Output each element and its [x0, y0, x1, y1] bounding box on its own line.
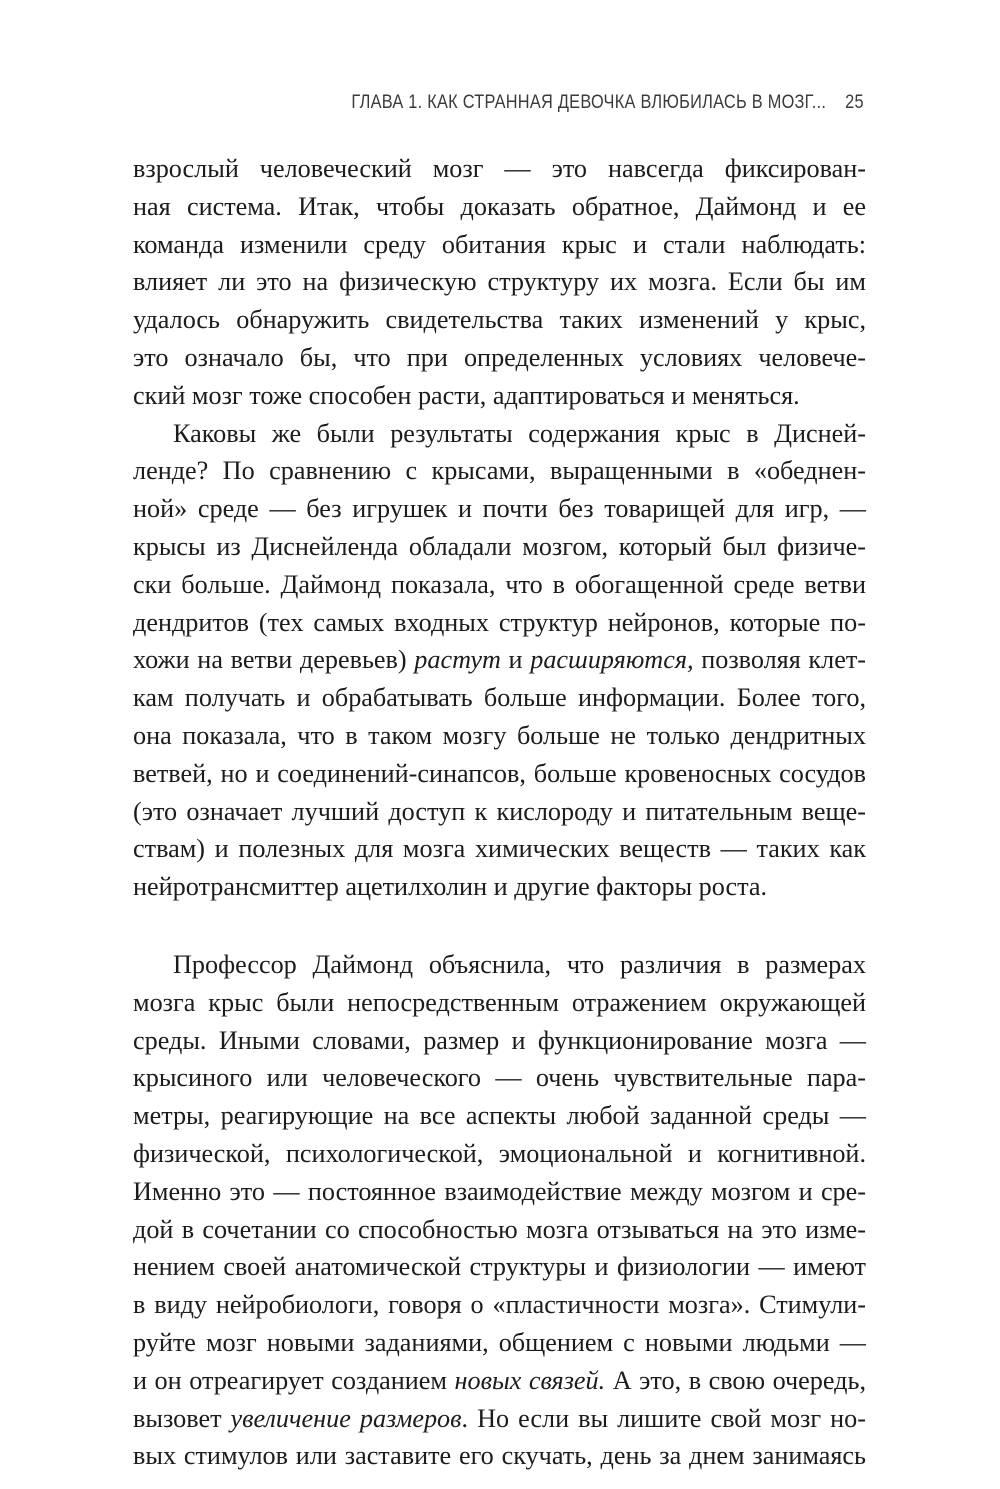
page-number: 25	[845, 92, 864, 113]
text-line: (это означает лучший доступ к кислороду и питательным веще-	[133, 796, 866, 826]
text-line: это означало бы, что при определенных условиях человече-	[133, 342, 866, 372]
text-line: ствам) и полезных для мозга химических веществ — таких как	[133, 834, 866, 864]
text-line: ная система. Итак, чтобы доказать обратное, Даймонд и ее	[133, 191, 866, 221]
paragraph-1	[133, 150, 866, 415]
text-line: ленде? По сравнению с крысами, выращенными в «обеднен-	[133, 456, 866, 486]
paragraph-2	[133, 415, 866, 906]
text-line: ски больше. Даймонд показала, что в обогащенной среде ветви	[133, 569, 866, 599]
text-line: удалось обнаружить свидетельства таких изменений у крыс,	[133, 305, 866, 335]
body-text	[133, 150, 866, 1475]
text-line	[133, 1400, 866, 1438]
text-run: и он отреагирует созданием	[133, 1365, 455, 1395]
text-line: ной» среде — без игрушек и почти без товарищей для игр, —	[133, 494, 866, 524]
text-line: Каковы же были результаты содержания крыс в Дисней-	[173, 418, 866, 448]
text-line: нением своей анатомической структуры и физиологии — имеют	[133, 1252, 866, 1282]
text-line: влияет ли это на физическую структуру их мозга. Если бы им	[133, 267, 866, 297]
paragraph-3	[133, 946, 866, 1475]
italic-run: растут	[414, 645, 501, 675]
italic-run: увеличение размеров	[230, 1403, 462, 1433]
running-header	[352, 92, 864, 114]
text-line: Профессор Даймонд объяснила, что различия в размерах	[173, 949, 866, 979]
text-line: дендритов (тех самых входных структур нейронов, которые по-	[133, 607, 866, 637]
text-line: крысиного или человеческого — очень чувствительные пара-	[133, 1063, 866, 1093]
text-line: физической, психологической, эмоциональной и когнитивной.	[133, 1138, 866, 1168]
text-line	[133, 641, 866, 679]
text-line	[133, 1362, 866, 1400]
running-title: ГЛАВА 1. КАК СТРАННАЯ ДЕВОЧКА ВЛЮБИЛАСЬ В МОЗГ...	[351, 92, 827, 113]
text-line: мозга крыс были непосредственным отражением окружающей	[133, 987, 866, 1017]
text-line: руйте мозг новыми заданиями, общением с новыми людьми —	[133, 1327, 866, 1357]
text-line: команда изменили среду обитания крыс и стали наблюдать:	[133, 229, 866, 259]
text-line: нейротрансмиттер ацетилхолин и другие факторы роста.	[133, 872, 768, 902]
italic-run: новых связей.	[454, 1365, 606, 1395]
text-line: ский мозг тоже способен расти, адаптироваться и меняться.	[133, 380, 800, 410]
text-line: метры, реагирующие на все аспекты любой заданной среды —	[133, 1101, 866, 1131]
text-run: позволяя клет-	[693, 645, 867, 675]
text-line: дой в сочетании со способностью мозга отзываться на это изме-	[133, 1214, 866, 1244]
text-run: и	[500, 645, 531, 675]
text-line: Именно это — постоянное взаимодействие между мозгом и сре-	[133, 1176, 866, 1206]
text-line: она показала, что в таком мозгу больше не только дендритных	[133, 720, 866, 750]
text-line: вых стимулов или заставите его скучать, день за днем занимаясь	[133, 1441, 866, 1471]
text-line: в виду нейробиологи, говоря о «пластичности мозга». Стимули-	[133, 1290, 866, 1320]
text-run: вызовет	[133, 1403, 231, 1433]
text-run: . Но если вы лишите свой мозг но-	[461, 1403, 866, 1433]
text-run: А это, в свою очередь,	[605, 1365, 866, 1395]
text-line: крысы из Диснейленда обладали мозгом, который был физиче-	[133, 531, 866, 561]
text-run: хожи на ветви деревьев)	[133, 645, 415, 675]
text-line: взрослый человеческий мозг — это навсегда фиксирован-	[133, 154, 866, 183]
paragraph-gap	[133, 906, 866, 946]
text-line: кам получать и обрабатывать больше информации. Более того,	[133, 683, 866, 713]
italic-run: расширяются,	[530, 645, 694, 675]
text-line: среды. Иными словами, размер и функционирование мозга —	[133, 1025, 866, 1055]
text-line: ветвей, но и соединений-синапсов, больше кровеносных сосудов	[133, 758, 866, 788]
